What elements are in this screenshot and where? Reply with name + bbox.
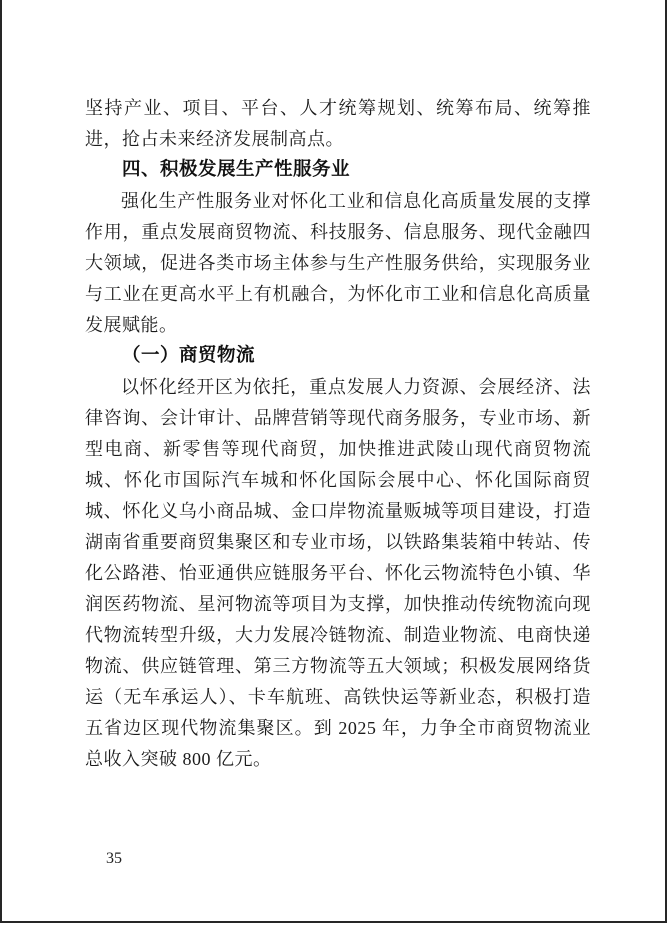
paragraph-continuation: 坚持产业、项目、平台、人才统筹规划、统筹布局、统筹推进，抢占未来经济发展制高点。 bbox=[85, 98, 591, 149]
subsection-heading-1: （一）商贸物流 bbox=[122, 346, 256, 366]
paragraph-subsection-1: 以怀化经开区为依托，重点发展人力资源、会展经济、法律咨询、会计审计、品牌营销等现代商务服务，专业市场、新型电商、新零售等现代商贸，加快推进武陵山现代商贸物流城、怀化市国际汽车城和怀化国际会展中心、怀化国际商贸城、怀化义乌小商品城、金口岸物流量贩城等项目建设，打造湖南省重要商贸集聚区和专业市场，以铁路集装箱中转站、传化公路港、怡亚通供应链服务平台、怀化云物流特色小镇、华润医药物流、星河物流等项目为支撑，加快推动传统物流向现代物流转型升级，大力发展冷链物流、制造业物流、电商快递物流、供应链管理、第三方物流等五大领域；积极发展网络货运（无车承运人）、卡车航班、高铁快运等新业态，积极打造五省边区现代物流集聚区。到 2025 年，力争全市商贸物流业总收入突破 800 亿元。 bbox=[85, 377, 591, 769]
paragraph-section-4: 强化生产性服务业对怀化工业和信息化高质量发展的支撑作用，重点发展商贸物流、科技服务、信息服务、现代金融四大领域，促进各类市场主体参与生产性服务供给，实现服务业与工业在更高水平上有机融合，为怀化市工业和信息化高质量发展赋能。 bbox=[85, 191, 591, 335]
page-number: 35 bbox=[106, 850, 122, 867]
section-heading-4: 四、积极发展生产性服务业 bbox=[122, 160, 351, 180]
page-content bbox=[85, 93, 591, 775]
